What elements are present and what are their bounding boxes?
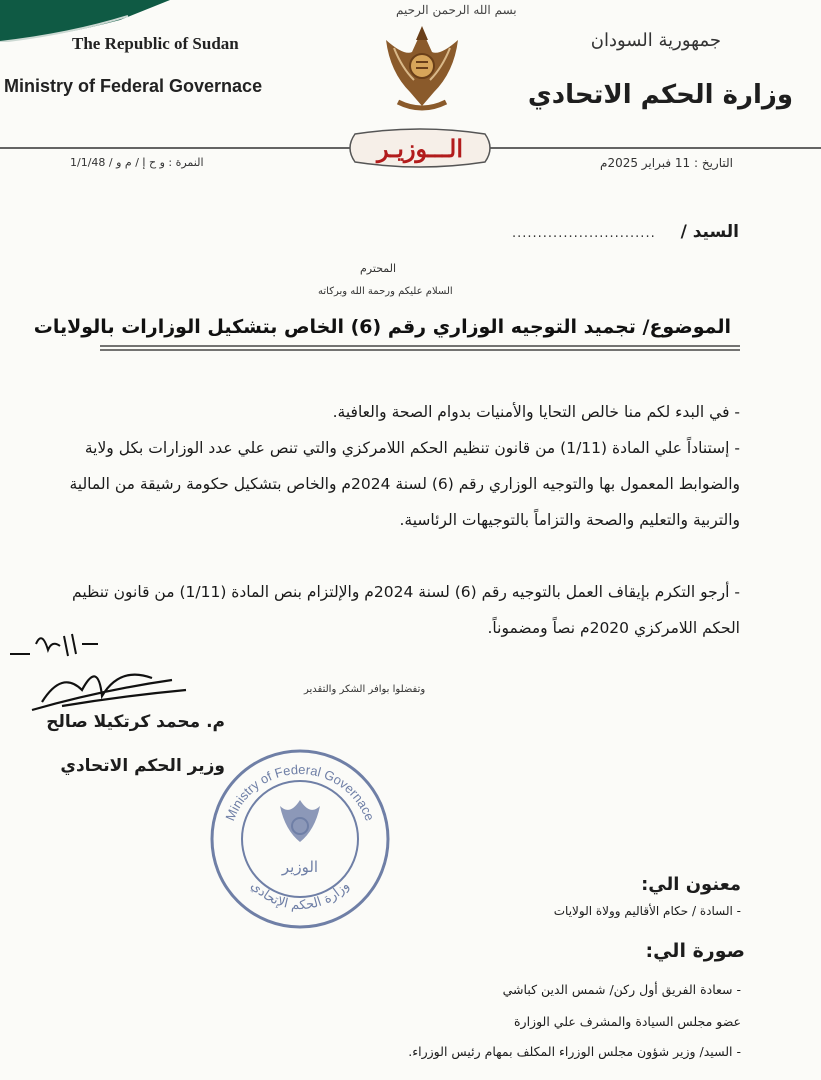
subject-line: الموضوع/ تجميد التوجيه الوزاري رقم (6) الخاص بتشكيل الوزارات بالولايات — [33, 316, 731, 338]
official-stamp — [205, 744, 395, 934]
addressed-to-heading: معنون الي: — [641, 874, 741, 895]
signatory-name: م. محمد كرتكيلا صالح — [46, 712, 225, 732]
minister-label: الـــوزيـر — [376, 134, 463, 163]
greeting: السلام عليكم ورحمة الله وبركاته — [318, 286, 453, 297]
svg-text:Ministry of Federal Governace: Ministry of Federal Governace — [222, 761, 378, 823]
body-paragraph-basis: - إستناداً علي المادة (1/11) من قانون تنظيم الحكم اللامركزي والتي تنص علي عدد الوزارات بكل ولاية والضوابط المعمول بها والتوجيه الوزاري رقم (6) لسنة 2024م والخاص بتشكيل حكومة رشيقة من المالية والتربية والتعليم والصحة والتزاماً بالتوجيهات الرئاسية. — [69, 439, 740, 529]
sudan-emblem-icon — [380, 22, 464, 116]
document-date: التاريخ : 11 فبراير 2025م — [600, 156, 733, 170]
addressed-to-item: - السادة / حكام الأقاليم وولاة الولايات — [553, 904, 741, 918]
copy-to-item: - سعادة الفريق أول ركن/ شمس الدين كباشي — [502, 982, 741, 997]
body-paragraph-greeting: - في البدء لكم منا خالص التحايا والأمنيات بدوام الصحة والعافية. — [332, 403, 740, 421]
copy-to-item: - السيد/ وزير شؤون مجلس الوزراء المكلف بمهام رئيس الوزراء. — [408, 1044, 741, 1059]
subject-underline — [100, 344, 740, 352]
svg-text:وزارة الحكم الإتحادي: وزارة الحكم الإتحادي — [247, 878, 353, 914]
ministry-english: Ministry of Federal Governace — [4, 76, 263, 96]
signatory-title: وزير الحكم الاتحادي — [60, 756, 225, 776]
reference-number: النمرة : و ح إ / م و / 1/1/48 — [70, 156, 204, 169]
handwritten-signature — [2, 620, 202, 720]
republic-arabic: جمهورية السودان — [590, 30, 721, 51]
minister-badge — [345, 126, 495, 170]
respected-label: المحترم — [360, 262, 397, 275]
copy-to-item: عضو مجلس السيادة والمشرف علي الوزارة — [514, 1014, 741, 1029]
copy-to-heading: صورة الي: — [645, 940, 745, 962]
svg-text:الوزير: الوزير — [281, 858, 319, 876]
addressee-blank: ............................ — [512, 226, 656, 241]
closing-line: وتفضلوا بوافر الشكر والتقدير — [304, 684, 426, 695]
body-paragraph-request: - أرجو التكرم بإيقاف العمل بالتوجيه رقم (6) لسنة 2024م والإلتزام بنص المادة (1/11) من قانون تنظيم الحكم اللامركزي 2020م نصاً ومضموناً. — [72, 583, 740, 637]
ministry-arabic: وزارة الحكم الاتحادي — [527, 80, 793, 110]
addressee-label: السيد / — [680, 222, 739, 242]
republic-english: The Republic of Sudan — [72, 34, 239, 53]
bismillah: بسم الله الرحمن الرحيم — [396, 3, 517, 17]
